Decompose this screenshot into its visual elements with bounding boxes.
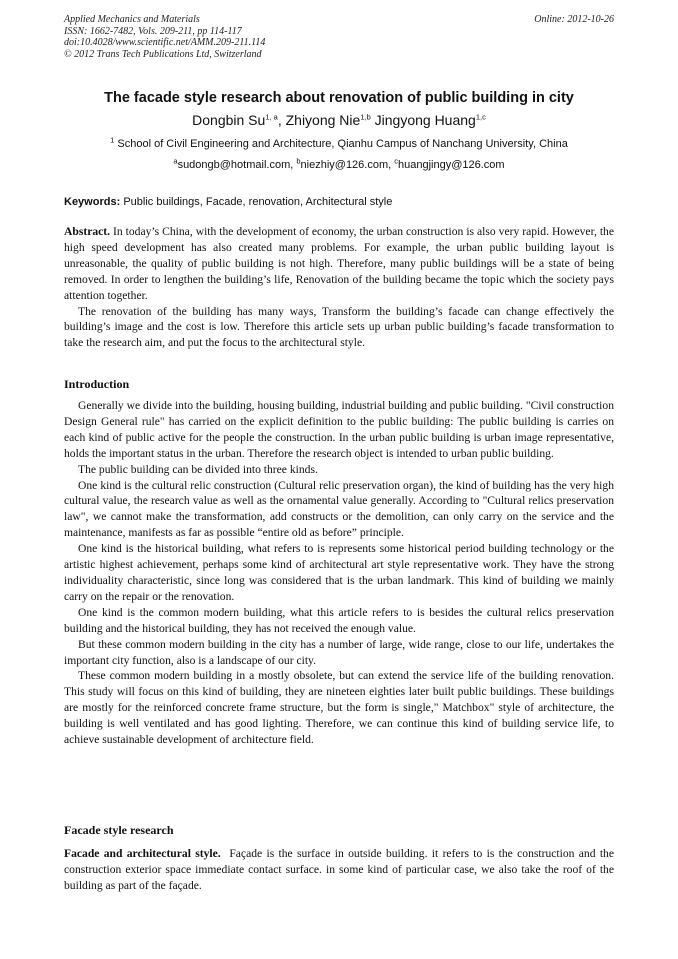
body-paragraph: One kind is the common modern building, what this article refers to is besides the cultural relics preservation building and the historical building, they has not received the enough value.: [64, 605, 614, 635]
author-name: Zhiyong Nie: [285, 112, 361, 128]
author-affil-mark: 1, a: [265, 112, 278, 122]
abstract-paragraph: The renovation of the building has many ways, Transform the building’s facade can change effectively the building’s image and the cost is low. Therefore this article sets up urban public building’s facade transformation to take the research aim, and put the focus to the architectural style.: [64, 304, 614, 350]
abstract-paragraph: [64, 224, 614, 304]
author-name: Jingyong Huang: [374, 112, 476, 128]
facade-section: [64, 846, 614, 894]
body-paragraph: But these common modern building in the city has a number of large, wide range, close to our life, undertakes the important city function, also is a landscape of our city.: [64, 637, 614, 667]
author-affil-mark: 1,c: [475, 112, 486, 122]
body-paragraph: One kind is the historical building, what refers to is represents some historical period building technology or the artistic highest achievement, perhaps some kind of architectural art style representative work. They have the strong individuality characteristic, since long was considered that is the urban landmark. This kind of building we mainly carry on the repair or the renovation.: [64, 542, 614, 603]
introduction-section: [64, 398, 614, 748]
author-affil-mark: 1,b: [360, 112, 371, 122]
subsection-heading: Facade and architectural style.: [64, 847, 221, 860]
keywords-label: Keywords:: [64, 196, 121, 208]
journal-header: [64, 14, 614, 60]
affiliation: [40, 135, 638, 150]
journal-name: Applied Mechanics and Materials: [64, 14, 200, 25]
doi-line: doi:10.4028/www.scientific.net/AMM.209-211.114: [64, 37, 266, 48]
email-mark: b: [296, 156, 301, 166]
copyright-line: © 2012 Trans Tech Publications Ltd, Switzerland: [64, 48, 262, 60]
affiliation-mark: 1: [110, 135, 115, 145]
body-paragraph: These common modern building in a mostly obsolete, but can extend the service life of the building renovation. This study will focus on this kind of building, they are nineteen eighties later built public buildings. These buildings are mostly for the reinforced concrete frame structure, but the form is single," Matchbox" style of architecture, the building is well ventilated and has good lighting. Therefore, we can continue this kind of building service life, to achieve sustainable development of architecture field.: [64, 669, 614, 747]
online-date: Online: 2012-10-26: [534, 14, 614, 25]
email-address[interactable]: huangjingy@126.com: [398, 159, 505, 171]
email-list: $^a$sudongb@hotmail.com, $^b$niezhiy@126.com, $^c$huangjingy@126.com: [173, 156, 505, 171]
body-paragraph: The public building can be divided into three kinds.: [78, 462, 318, 476]
abstract-text: In today’s China, with the development of economy, the urban construction is also very rapid. However, the high speed development has also created many problems. For example, the urban public building layout is unreasonable, the quality of public building is not high. Therefore, many public buildings will be a state of being removed. In order to lengthen the building’s life, Renovation of the building became the topic which the society pays attention together.: [64, 225, 615, 302]
section-heading-introduction: Introduction: [64, 377, 130, 391]
email-address[interactable]: niezhiy@126.com: [300, 159, 389, 171]
author-name: Dongbin Su: [192, 112, 266, 128]
body-paragraph: [64, 846, 614, 894]
section-heading-facade: Facade style research: [64, 823, 174, 837]
keywords: [64, 196, 614, 208]
body-paragraph: One kind is the cultural relic construction (Cultural relic preservation organ), the kind of building has the very high cultural value, the research value as well as the ornamental value generally. According to "Cultural relics preservation law", we cannot make the transformation, add constructs or the demolition, can only carry on the service and the maintenance, manifests as far as possible “entire old as before” principle.: [64, 478, 614, 540]
abstract-label: Abstract.: [64, 225, 111, 238]
body-paragraph: Generally we divide into the building, housing building, industrial building and public building. "Civil construction Design General rule" has carried on the explicit definition to the public building: The public building is carries on each kind of public active for the people the construction. In the urban public building is urban image representative, holds the important status in the urban. Therefore the research object is intended to urban public building.: [64, 399, 614, 460]
email-mark: c: [394, 156, 399, 166]
abstract-section: [64, 224, 614, 351]
paper-title: The facade style research about renovation of public building in city: [104, 90, 574, 106]
email-mark: a: [173, 156, 178, 166]
author-list: Dongbin Su$^{1, a}$, Zhiyong Nie$^{1,b}$ Jingyong Huang$^{1,c}$: [192, 112, 486, 128]
facade-text: Façade is the surface in outside building. it refers to is the construction and the construction exterior space immediate contact surface. in some kind of particular case, we also take the roof of the building as part of the façade.: [64, 847, 614, 892]
email-address[interactable]: sudongb@hotmail.com: [177, 159, 291, 171]
keywords-text: Public buildings, Facade, renovation, Architectural style: [123, 196, 393, 208]
affiliation-text: School of Civil Engineering and Architecture, Qianhu Campus of Nanchang University, China: [117, 138, 568, 150]
issn-line: ISSN: 1662-7482, Vols. 209-211, pp 114-117: [64, 25, 242, 37]
